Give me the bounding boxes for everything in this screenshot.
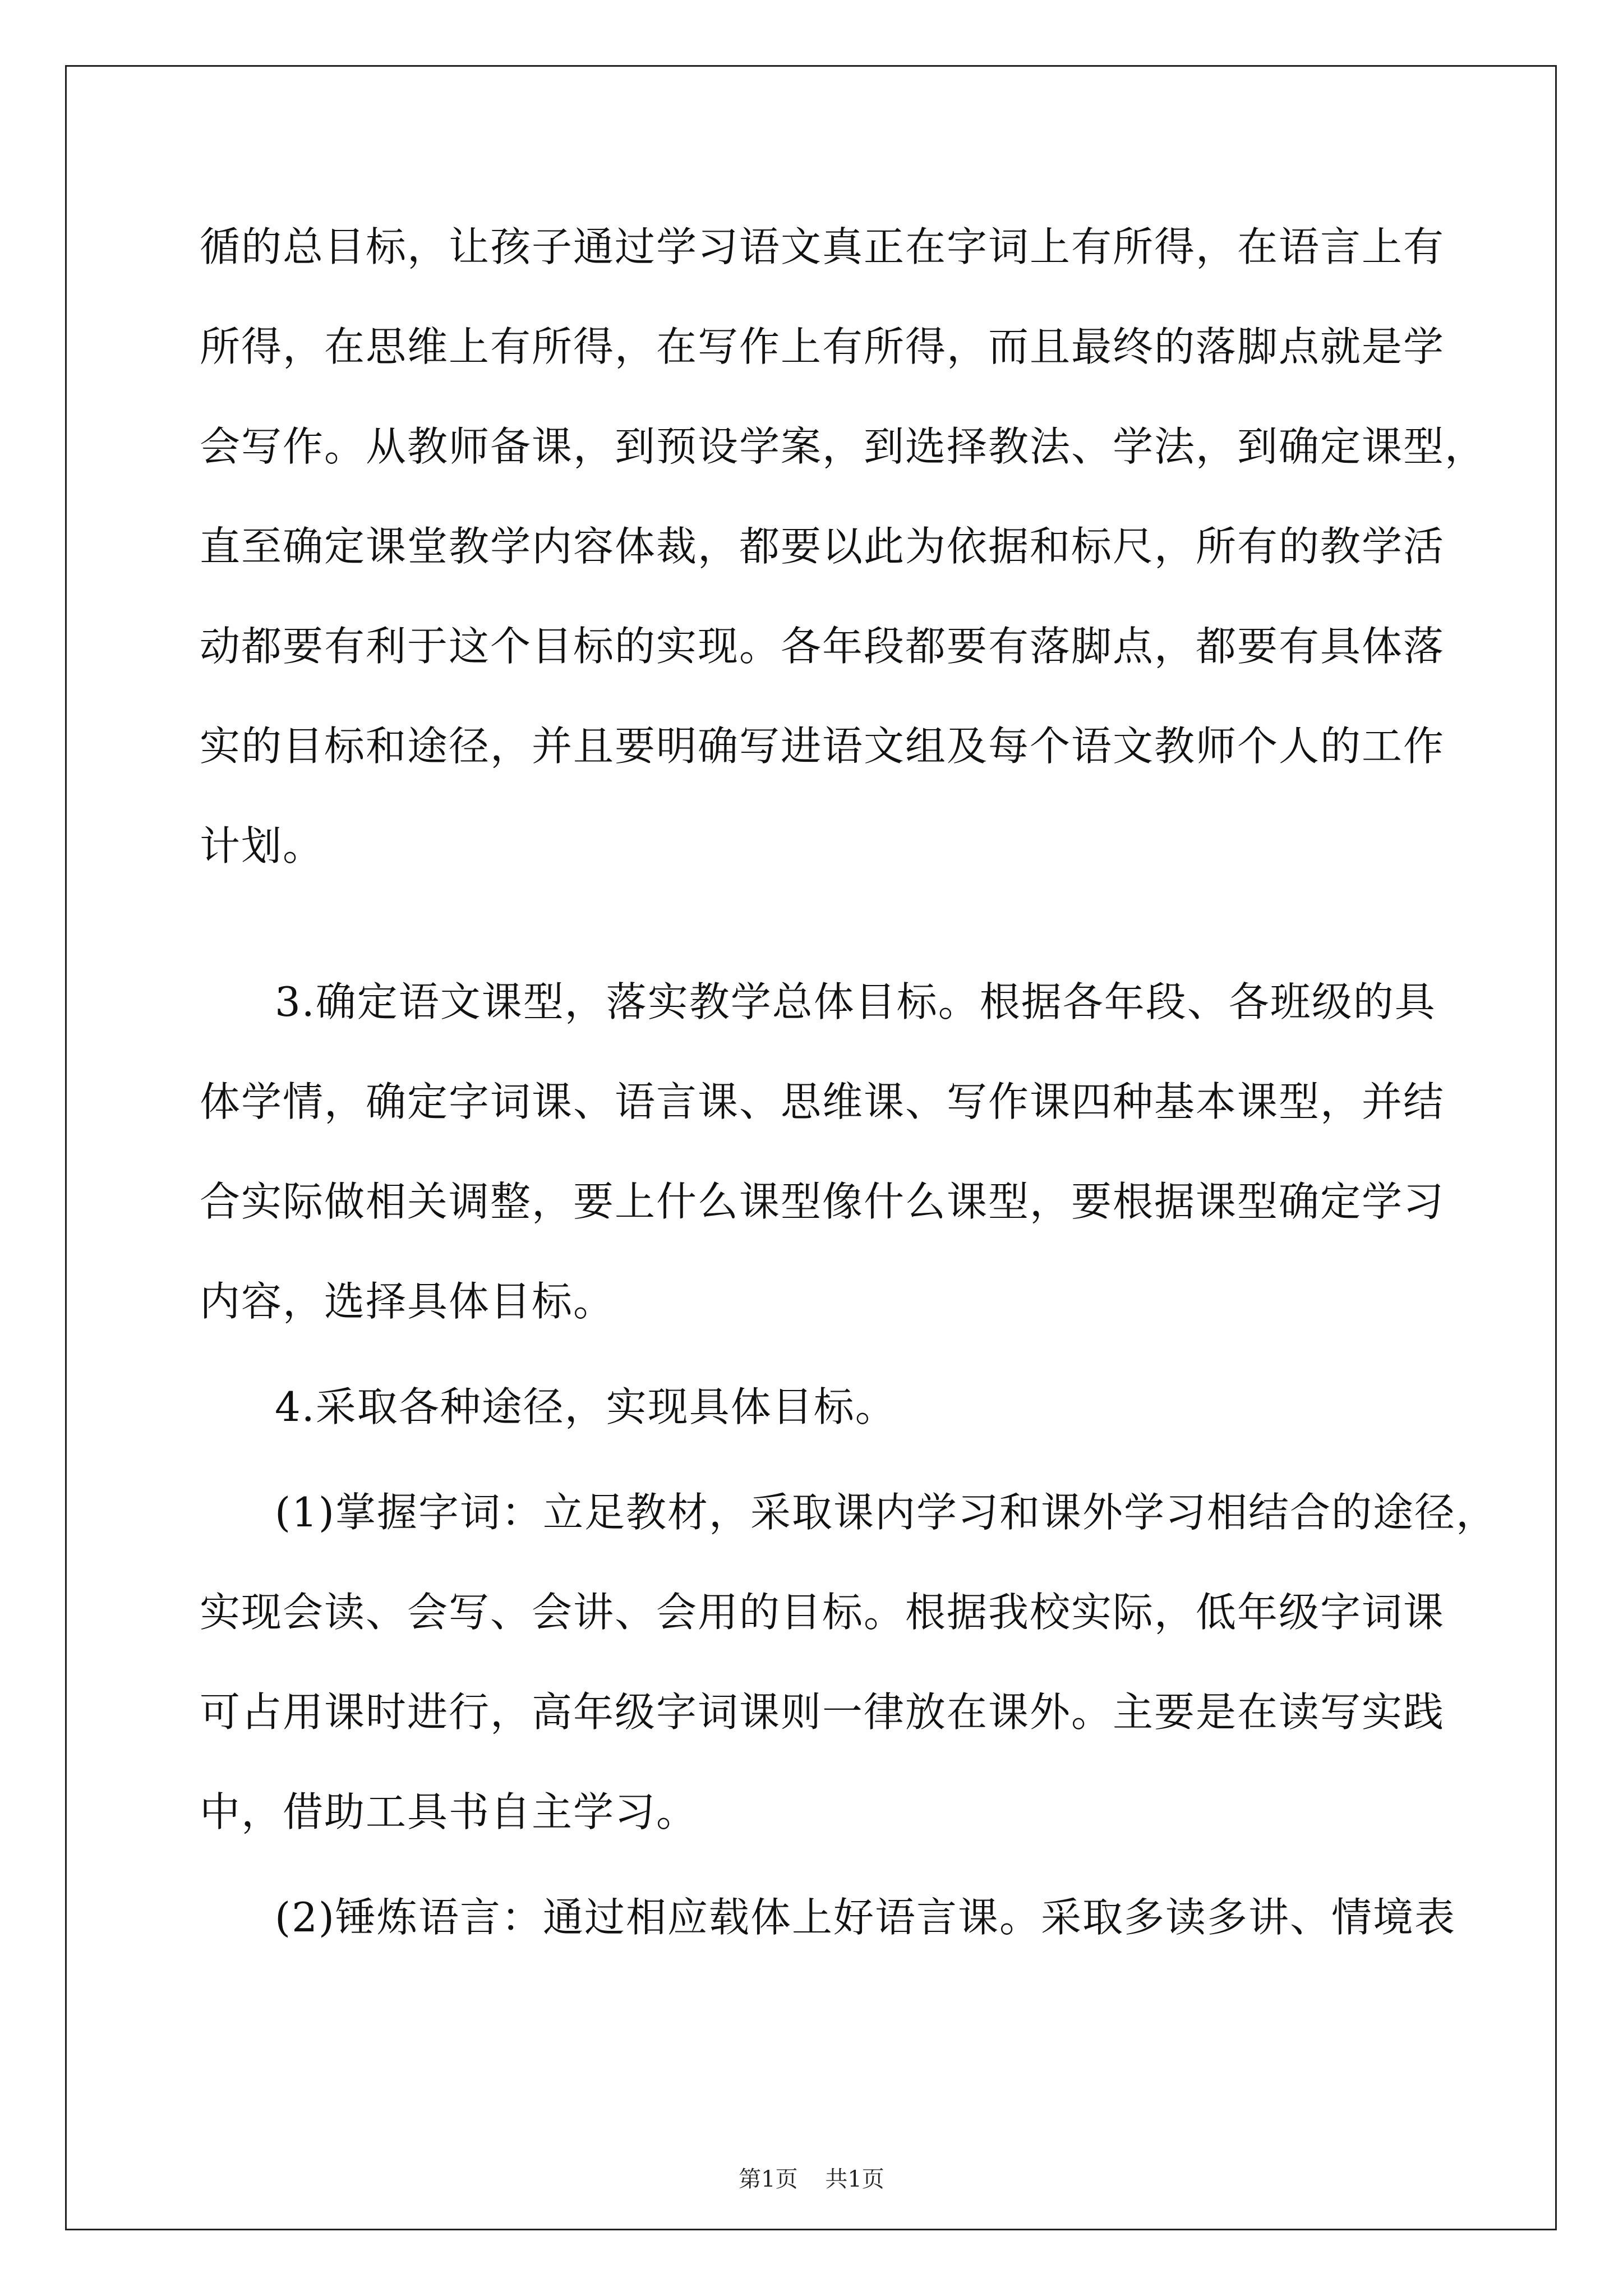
body-line: 计划。	[200, 822, 325, 869]
body-line: 动都要有利于这个目标的实现。各年段都要有落脚点，都要有具体落	[200, 623, 1445, 670]
body-line: 内容，选择具体目标。	[200, 1278, 615, 1325]
paragraph-first-line: (1)掌握字词：立足教材，采取课内学习和课外学习相结合的途径，	[275, 1489, 1497, 1536]
body-line: 直至确定课堂教学内容体裁，都要以此为依据和标尺，所有的教学活	[200, 523, 1445, 570]
page-number: 第1页	[739, 2166, 798, 2192]
paragraph-first-line: 3.确定语文课型，落实教学总体目标。根据各年段、各班级的具	[275, 978, 1436, 1025]
body-line: 会写作。从教师备课，到预设学案，到选择教法、学法，到确定课型，	[200, 423, 1487, 470]
paragraph-first-line: 4.采取各种途径，实现具体目标。	[275, 1383, 897, 1430]
body-line: 实现会读、会写、会讲、会用的目标。根据我校实际，低年级字词课	[200, 1589, 1445, 1636]
body-line: 合实际做相关调整，要上什么课型像什么课型，要根据课型确定学习	[200, 1178, 1445, 1225]
body-line: 中，借助工具书自主学习。	[200, 1788, 698, 1835]
body-line: 循的总目标，让孩子通过学习语文真正在字词上有所得，在语言上有	[200, 223, 1445, 270]
body-line: 可占用课时进行，高年级字词课则一律放在课外。主要是在读写实践	[200, 1688, 1445, 1736]
paragraph-first-line: (2)锤炼语言：通过相应载体上好语言课。采取多读多讲、情境表	[275, 1894, 1456, 1941]
page-footer	[0, 2162, 1623, 2196]
body-line: 实的目标和途径，并且要明确写进语文组及每个语文教师个人的工作	[200, 723, 1445, 770]
body-line: 所得，在思维上有所得，在写作上有所得，而且最终的落脚点就是学	[200, 323, 1445, 370]
page-total: 共1页	[825, 2166, 884, 2192]
body-line: 体学情，确定字词课、语言课、思维课、写作课四种基本课型，并结	[200, 1078, 1445, 1125]
